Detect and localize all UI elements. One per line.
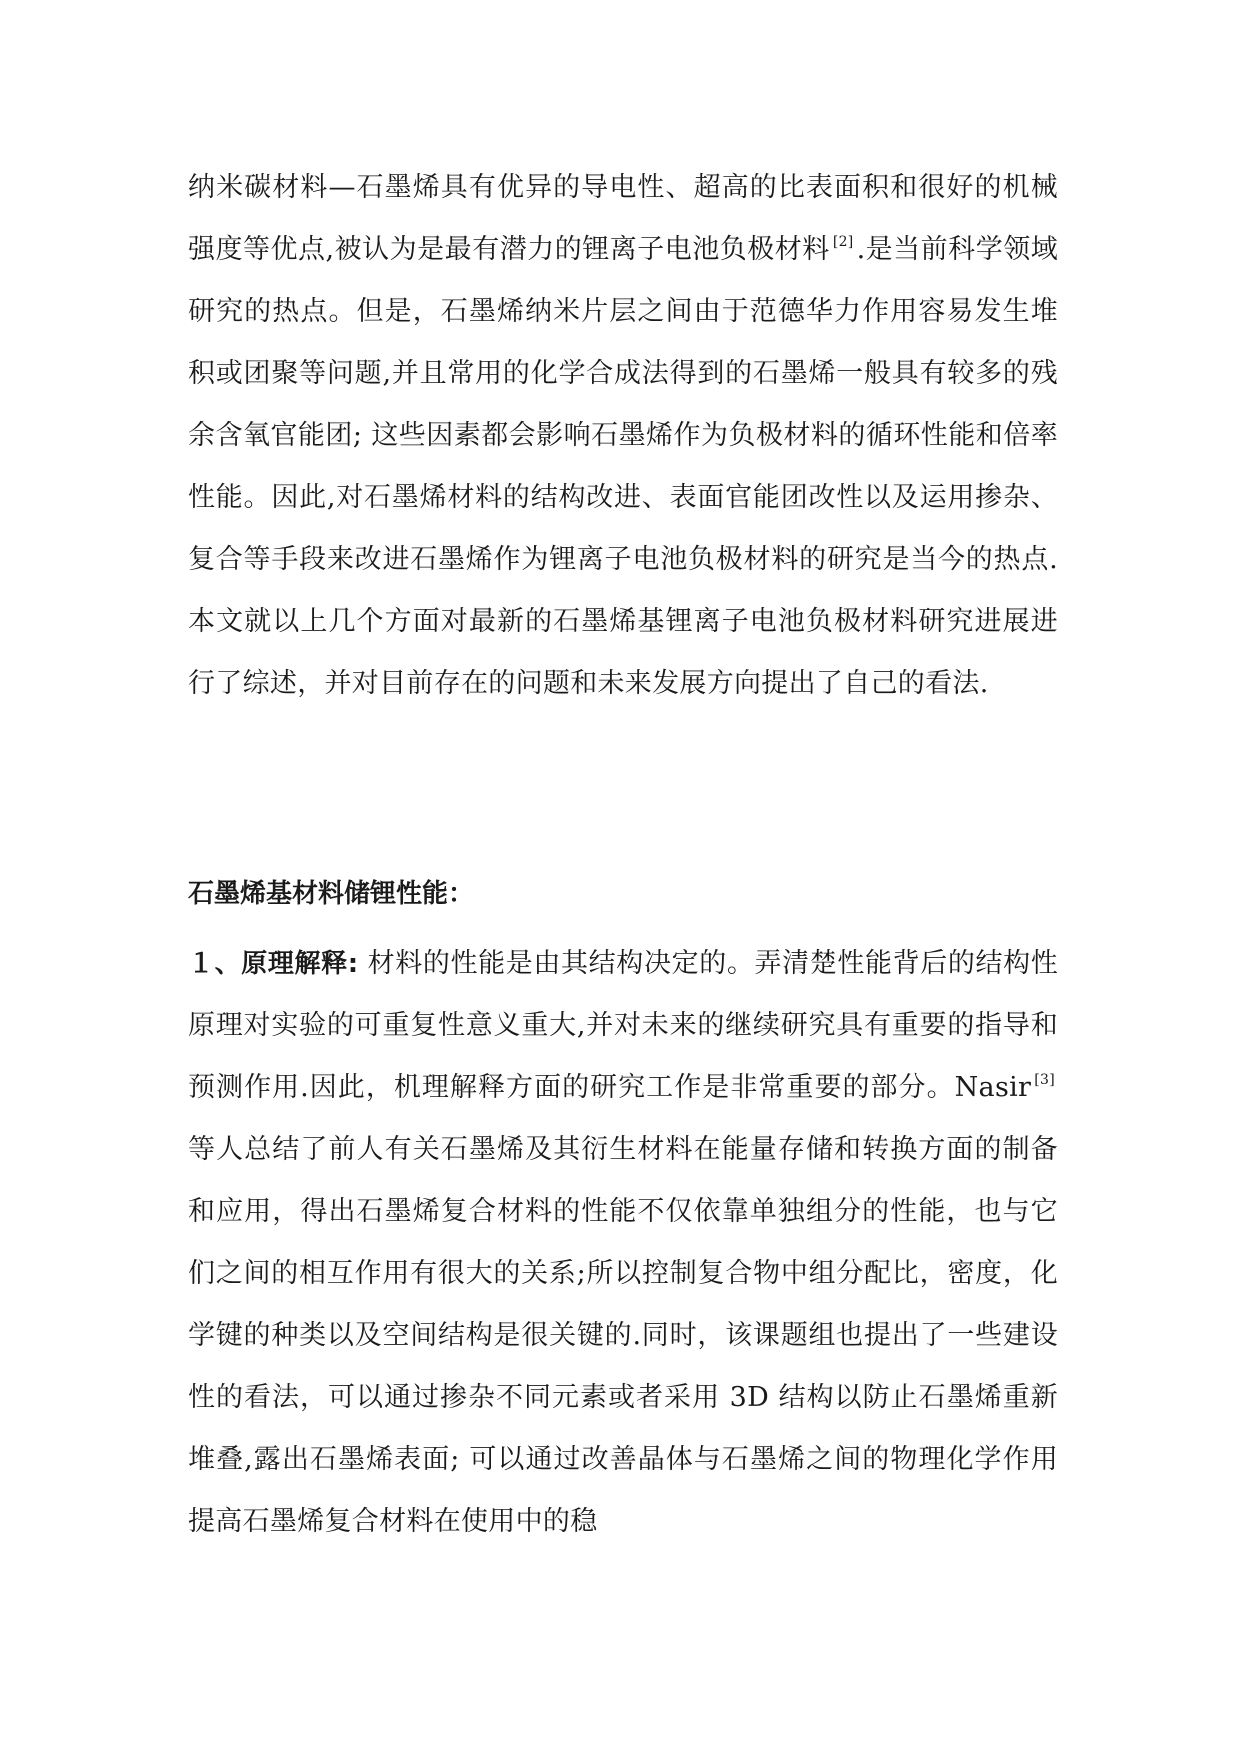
section-heading: 石墨烯基材料储锂性能：	[188, 879, 475, 909]
section-1-lead: １、原理解释:	[188, 949, 359, 979]
section-1-text-part2: 等人总结了前人有关石墨烯及其衍生材料在能量存储和转换方面的制备和应用，得出石墨烯复合材料的性能不仅依靠单独组分的性能，也与它们之间的相互作用有很大的关系;所以控制复合物中组分配比，密度，化学键的种类以及空间结构是很关键的.同时，该课题组也提出了一些建设性的看法，可以通过掺杂不同元素或者采用 3D 结构以防止石墨烯重新堆叠,露出石墨烯表面; 可以通过改善晶体与石墨烯之间的物理化学作用提高石墨烯复合材料在使用中的稳	[188, 1134, 1058, 1537]
section-1-paragraph	[188, 933, 1058, 1553]
citation-ref-3: [3]	[1034, 1072, 1055, 1088]
citation-ref-2: [2]	[832, 234, 854, 250]
intro-paragraph	[188, 157, 1058, 715]
intro-text-part2: .是当前科学领域研究的热点。但是，石墨烯纳米片层之间由于范德华力作用容易发生堆积或团聚等问题,并且常用的化学合成法得到的石墨烯一般具有较多的残余含氧官能团; 这些因素都会影响石墨烯作为负极材料的循环性能和倍率性能。因此,对石墨烯材料的结构改进、表面官能团改性以及运用掺杂、复合等手段来改进石墨烯作为锂离子电池负极材料的研究是当今的热点.本文就以上几个方面对最新的石墨烯基锂离子电池负极材料研究进展进行了综述，并对目前存在的问题和未来发展方向提出了自己的看法.	[188, 234, 1059, 699]
section-1-text-part1: 材料的性能是由其结构决定的。弄清楚性能背后的结构性原理对实验的可重复性意义重大,并对未来的继续研究具有重要的指导和预测作用.因此，机理解释方面的研究工作是非常重要的部分。Nasir	[188, 948, 1059, 1103]
intro-text-part1: 纳米碳材料—石墨烯具有优异的导电性、超高的比表面积和很好的机械强度等优点,被认为是最有潜力的锂离子电池负极材料	[188, 172, 1058, 265]
